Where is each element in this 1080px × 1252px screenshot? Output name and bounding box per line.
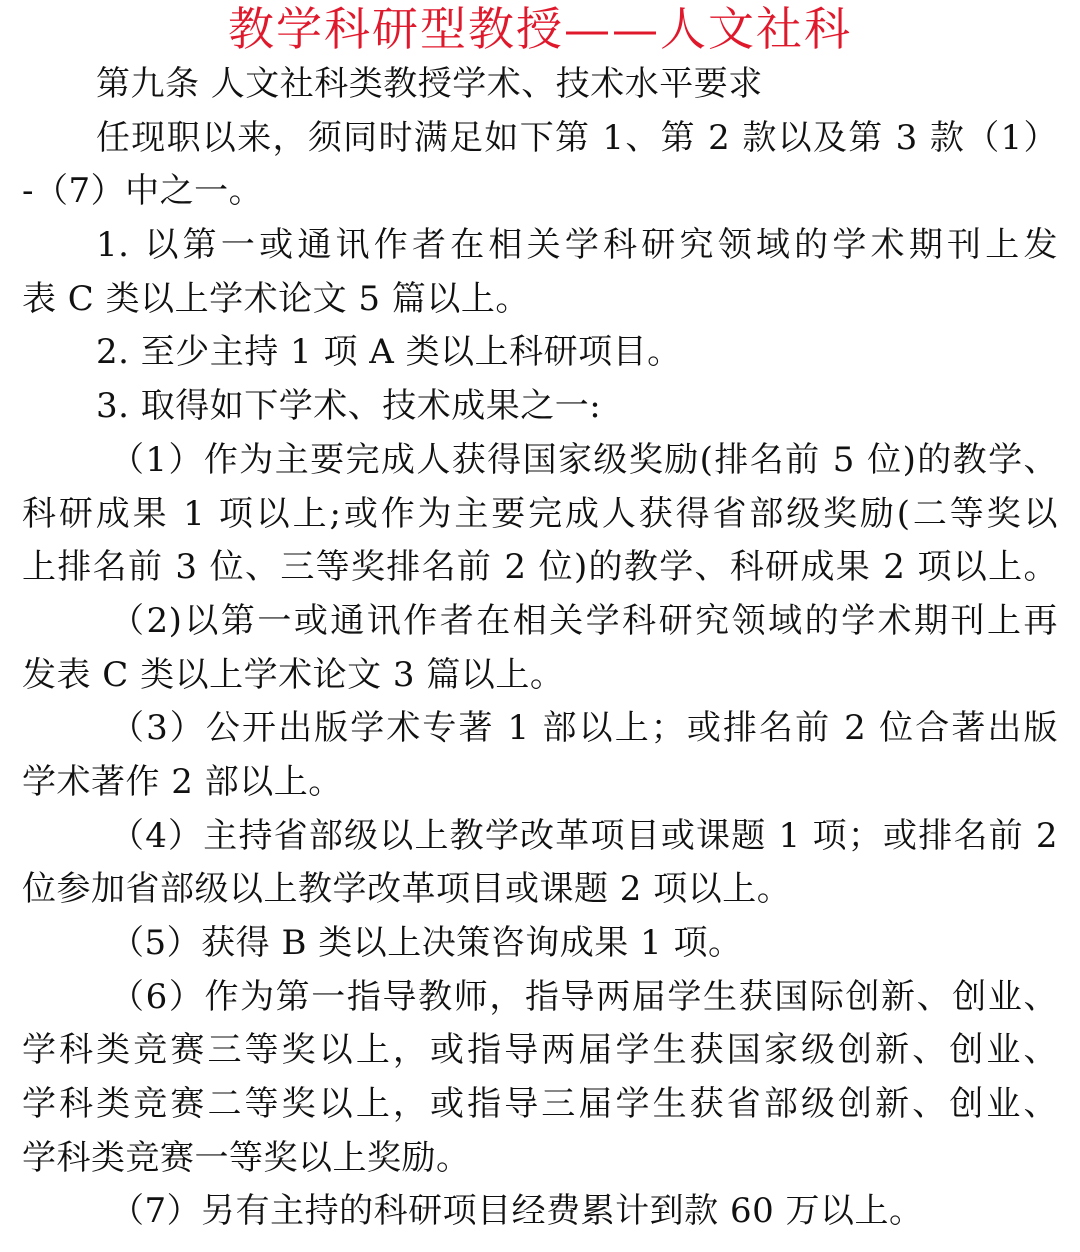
text-line: 上排名前 3 位、三等奖排名前 2 位)的教学、科研成果 2 项以上。 [22,547,1058,588]
document-title: 教学科研型教授——人文社科 [228,2,852,56]
text-line: 任现职以来，须同时满足如下第 1、第 2 款以及第 3 款（1） [96,117,1058,158]
text-line: 位参加省部级以上教学改革项目或课题 2 项以上。 [22,869,792,910]
document-body [22,58,1058,1239]
item-4: （4）主持省部级以上教学改革项目或课题 1 项；或排名前 2 [110,815,1058,856]
clause-2: 2. 至少主持 1 项 A 类以上科研项目。 [96,332,682,373]
item-5: （5）获得 B 类以上决策咨询成果 1 项。 [110,923,743,963]
text-line: 学科类竞赛三等奖以上，或指导两届学生获国家级创新、创业、 [22,1030,1058,1071]
text-line: 学术著作 2 部以上。 [22,761,343,802]
item-6: （6）作为第一指导教师，指导两届学生获国际创新、创业、 [110,976,1058,1017]
clause-3: 3. 取得如下学术、技术成果之一: [96,386,602,427]
text-line: 学科类竞赛二等奖以上，或指导三届学生获省部级创新、创业、 [22,1084,1058,1125]
clause-1: 1. 以第一或通讯作者在相关学科研究领域的学术期刊上发 [96,225,1058,266]
text-line: 学科类竞赛一等奖以上奖励。 [22,1137,471,1178]
article-heading: 第九条 人文社科类教授学术、技术水平要求 [96,64,763,104]
text-line: 发表 C 类以上学术论文 3 篇以上。 [22,654,565,695]
item-7: （7）另有主持的科研项目经费累计到款 60 万以上。 [110,1191,924,1232]
item-3: （3）公开出版学术专著 1 部以上；或排名前 2 位合著出版 [110,708,1058,749]
item-1: （1）作为主要完成人获得国家级奖励(排名前 5 位)的教学、 [110,439,1058,480]
text-line: 表 C 类以上学术论文 5 篇以上。 [22,278,530,319]
item-2: （2)以第一或通讯作者在相关学科研究领域的学术期刊上再 [110,600,1058,641]
text-line: 科研成果 1 项以上;或作为主要完成人获得省部级奖励(二等奖以 [22,493,1058,534]
text-line: -（7）中之一。 [22,171,264,212]
